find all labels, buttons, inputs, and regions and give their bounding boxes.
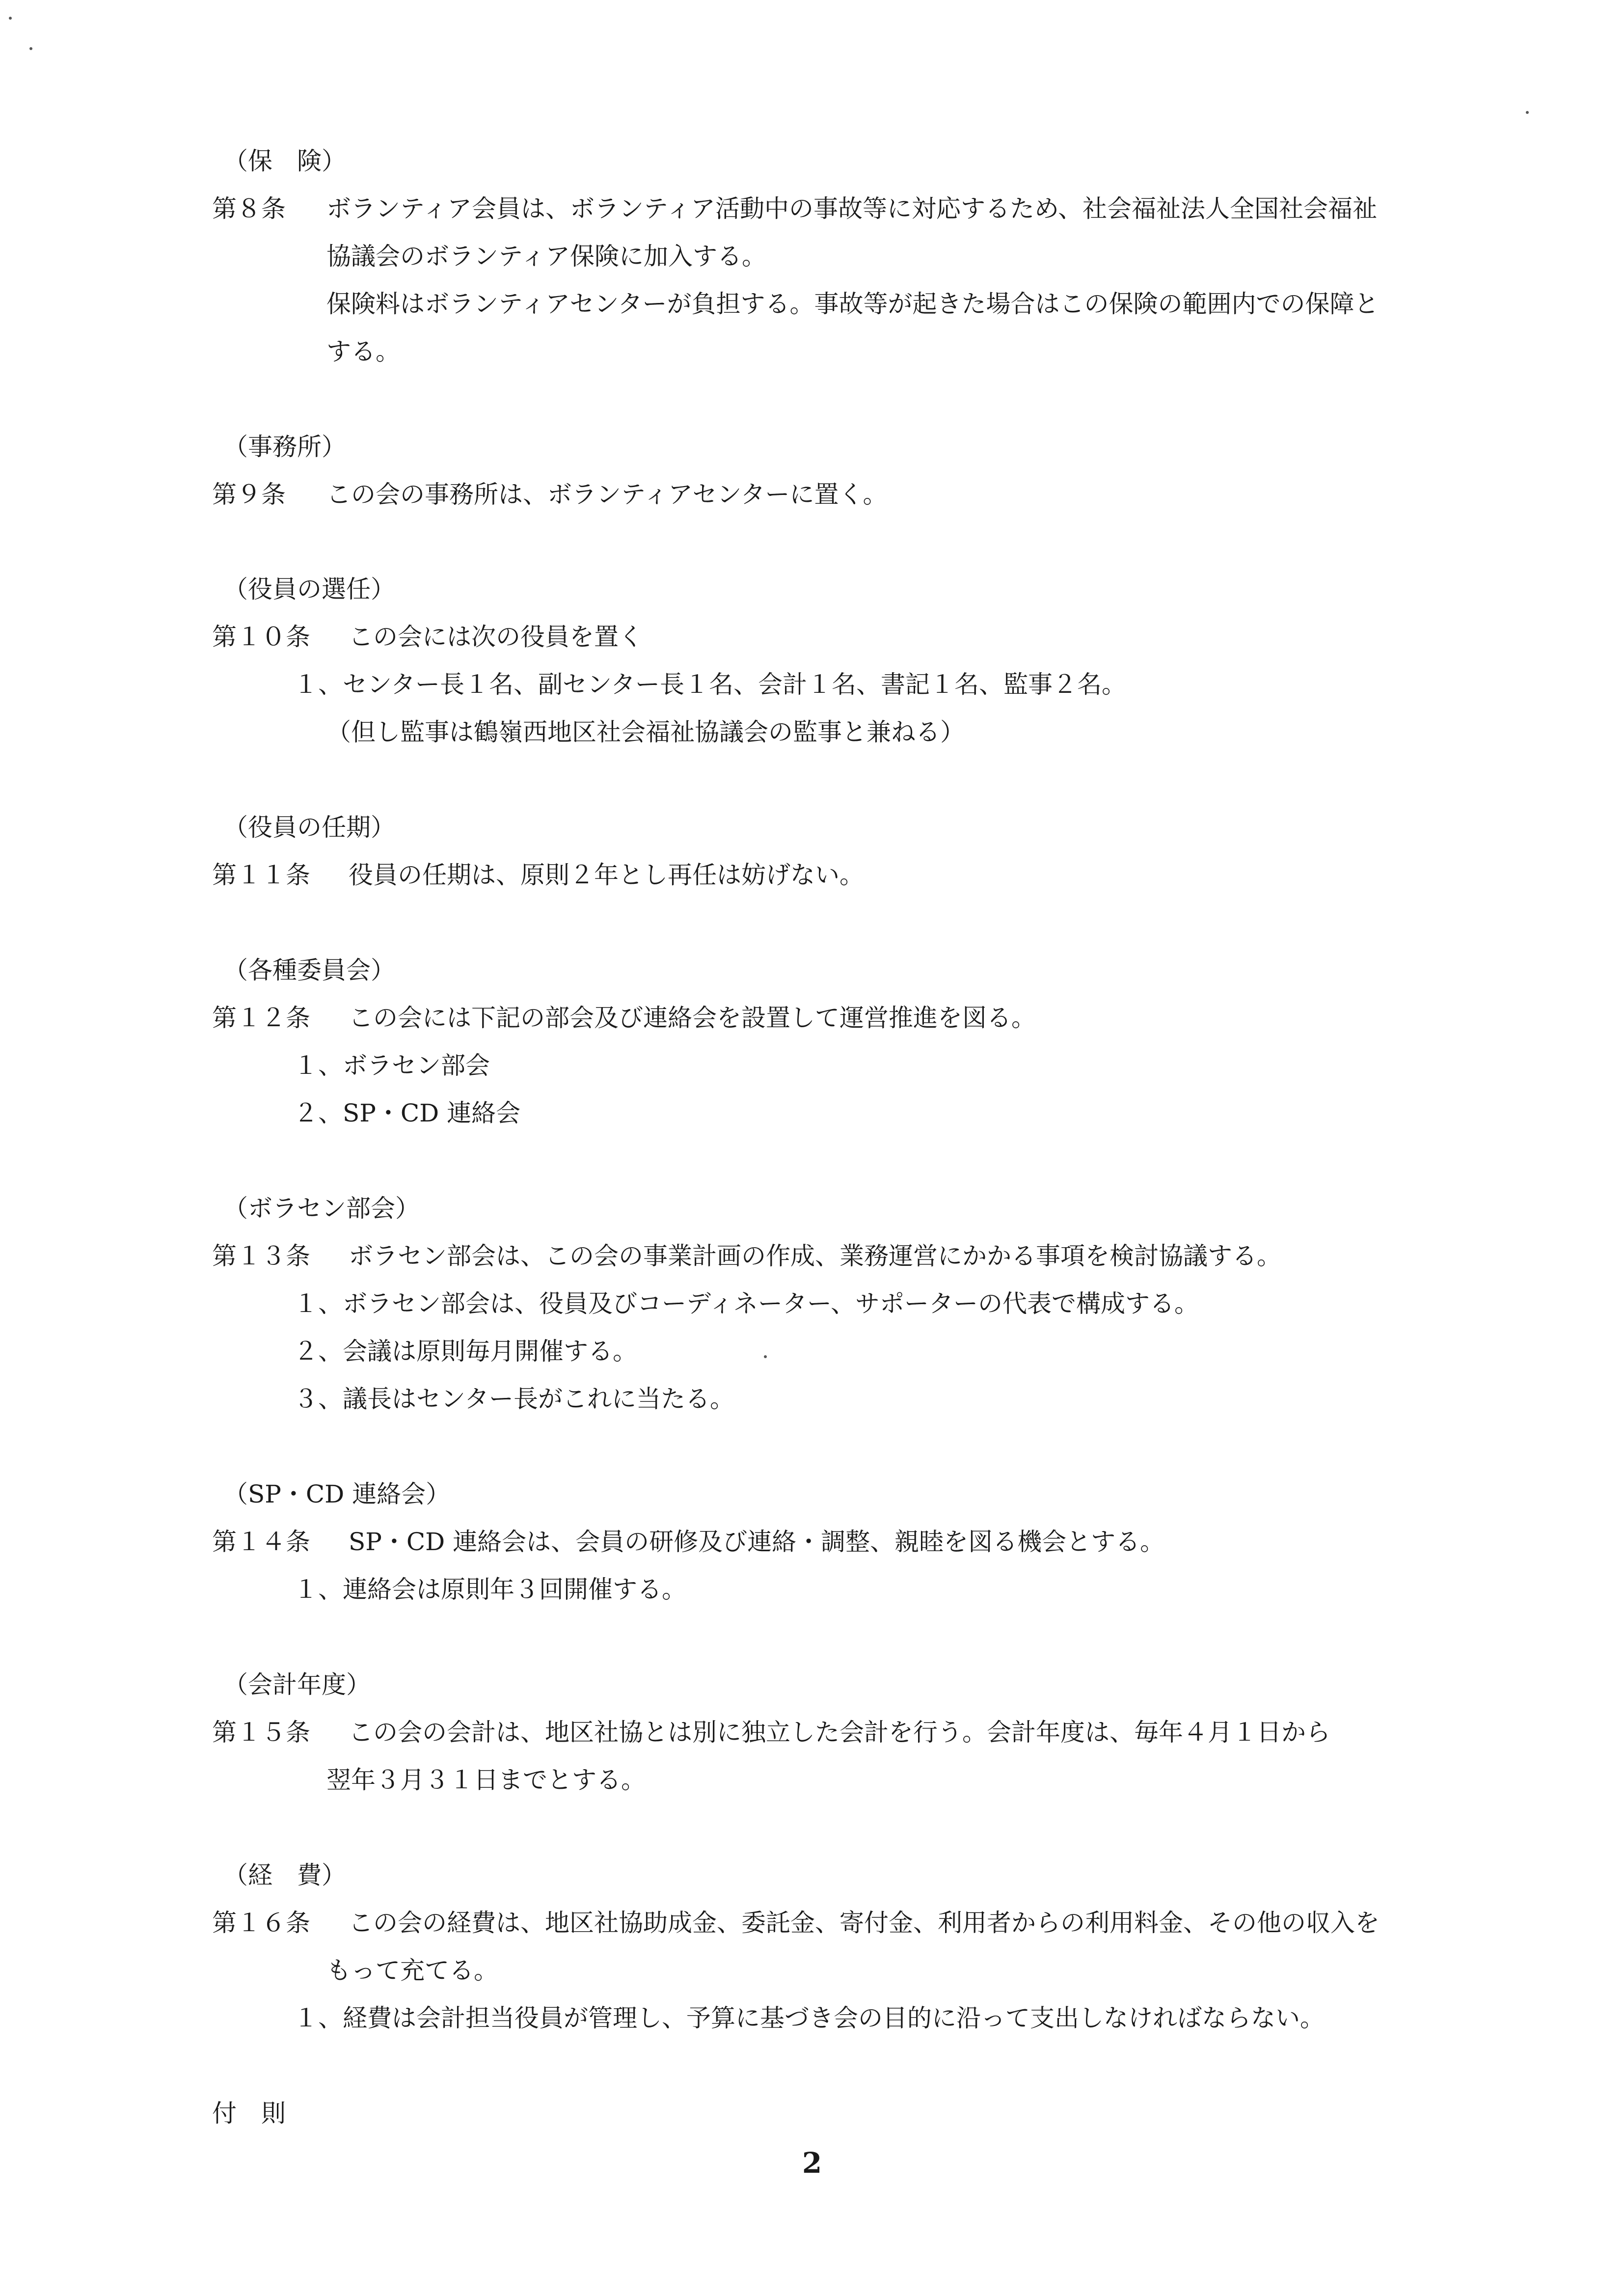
article-16-item-1: １、経費は会計担当役員が管理し、予算に基づき会の目的に沿って支出しなければならない。 — [294, 2004, 1325, 2032]
section-heading-officer-term: （役員の任期） — [223, 813, 395, 842]
scan-speck — [9, 17, 12, 20]
section-heading-fiscal-year: （会計年度） — [223, 1670, 371, 1699]
article-8-line-3: 保険料はボランティアセンターが負担する。事故等が起きた場合はこの保険の範囲内での保障と — [326, 290, 1379, 318]
article-label-8: 第８条 — [212, 194, 286, 223]
article-label-14: 第１４条 — [212, 1528, 310, 1556]
article-13-item-1: １、ボラセン部会は、役員及びコーディネーター、サポーターの代表で構成する。 — [294, 1289, 1199, 1318]
section-heading-borasen-committee: （ボラセン部会） — [223, 1194, 420, 1223]
article-13-item-2: ２、会議は原則毎月開催する。 — [294, 1337, 637, 1366]
article-10-line-1: この会には次の役員を置く — [349, 623, 643, 651]
section-heading-expenses: （経 費） — [223, 1861, 346, 1889]
article-label-16: 第１６条 — [212, 1909, 310, 1937]
section-heading-officer-election: （役員の選任） — [223, 575, 395, 603]
supplementary-provisions-heading: 付 則 — [212, 2099, 286, 2128]
article-12-item-1: １、ボラセン部会 — [294, 1051, 490, 1080]
article-10-note: （但し監事は鶴嶺西地区社会福祉協議会の監事と兼ねる） — [326, 718, 965, 746]
article-12-line-1: この会には下記の部会及び連絡会を設置して運営推進を図る。 — [349, 1004, 1036, 1032]
scan-speck — [764, 1355, 767, 1358]
article-8-line-4: する。 — [326, 337, 400, 366]
scan-speck — [1526, 111, 1529, 114]
article-14-item-1: １、連絡会は原則年３回開催する。 — [294, 1575, 686, 1604]
section-heading-office: （事務所） — [223, 433, 346, 461]
section-heading-committees: （各種委員会） — [223, 956, 395, 984]
page-number: 2 — [802, 2146, 822, 2180]
article-15-line-2: 翌年３月３１日までとする。 — [326, 1766, 646, 1794]
article-10-item-1: １、センター長１名、副センター長１名、会計１名、書記１名、監事２名。 — [294, 670, 1126, 699]
article-label-13: 第１３条 — [212, 1242, 310, 1270]
article-label-15: 第１５条 — [212, 1718, 310, 1747]
article-12-item-2: ２、SP・CD 連絡会 — [294, 1099, 521, 1127]
article-13-item-3: ３、議長はセンター長がこれに当たる。 — [294, 1385, 734, 1413]
scan-speck — [29, 47, 32, 50]
article-14-line-1: SP・CD 連絡会は、会員の研修及び連絡・調整、親睦を図る機会とする。 — [349, 1528, 1165, 1556]
article-15-line-1: この会の会計は、地区社協とは別に独立した会計を行う。会計年度は、毎年４月１日から — [349, 1718, 1330, 1747]
article-label-11: 第１１条 — [212, 861, 310, 889]
article-label-10: 第１０条 — [212, 623, 310, 651]
article-9-line-1: この会の事務所は、ボランティアセンターに置く。 — [326, 480, 888, 509]
article-8-line-1: ボランティア会員は、ボランティア活動中の事故等に対応するため、社会福祉法人全国社会福祉 — [326, 194, 1377, 223]
article-16-line-1: この会の経費は、地区社協助成金、委託金、寄付金、利用者からの利用料金、その他の収入を — [349, 1909, 1380, 1937]
section-heading-sp-cd-liaison: （SP・CD 連絡会） — [223, 1480, 451, 1508]
article-8-line-2: 協議会のボランティア保険に加入する。 — [326, 242, 766, 271]
article-11-line-1: 役員の任期は、原則２年とし再任は妨げない。 — [349, 861, 864, 889]
section-heading-insurance: （保 険） — [223, 147, 346, 175]
article-16-line-2: もって充てる。 — [326, 1956, 498, 1985]
article-13-line-1: ボラセン部会は、この会の事業計画の作成、業務運営にかかる事項を検討協議する。 — [349, 1242, 1281, 1270]
article-label-9: 第９条 — [212, 480, 286, 509]
article-label-12: 第１２条 — [212, 1004, 310, 1032]
